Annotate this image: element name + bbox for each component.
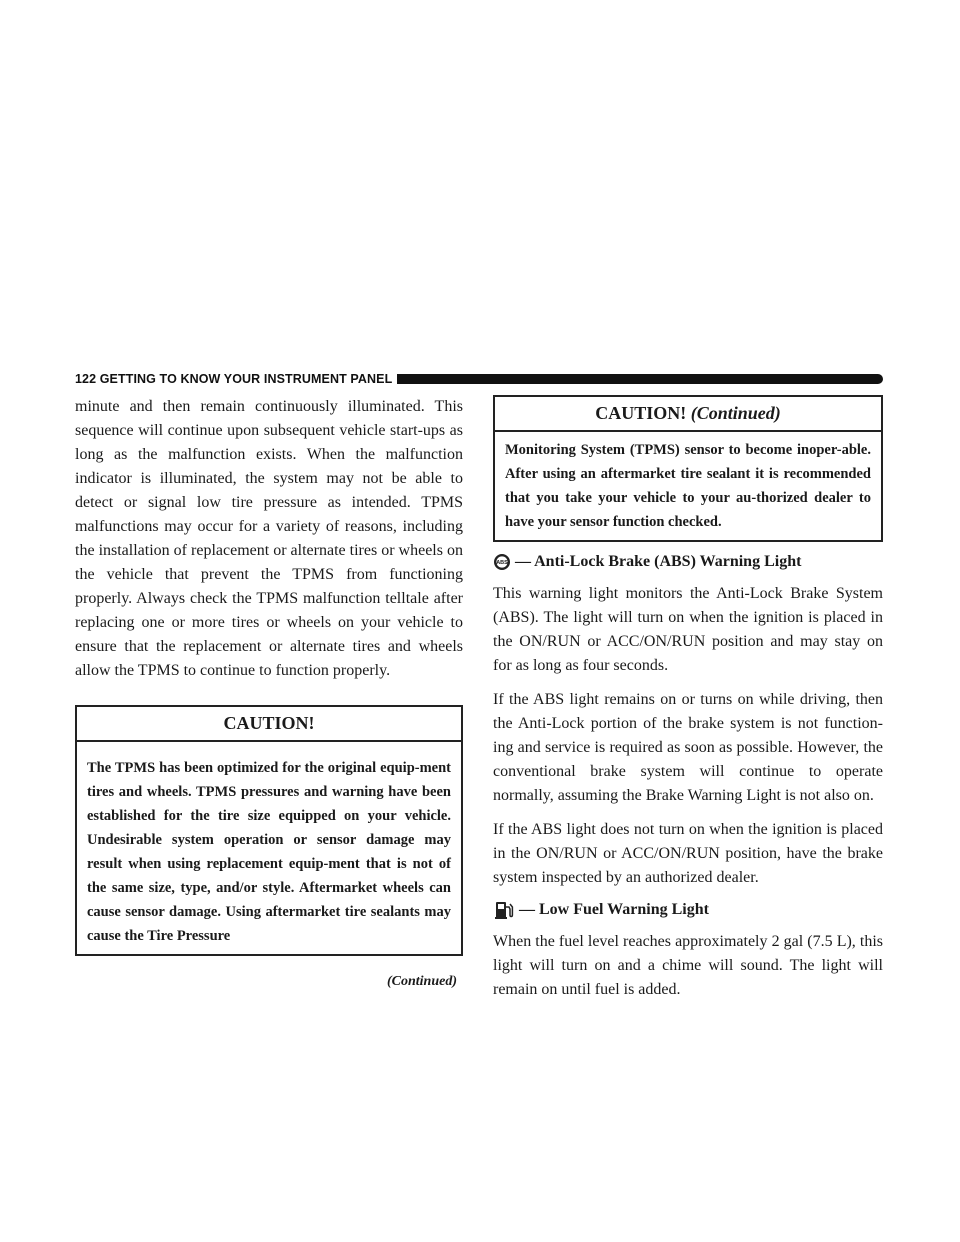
abs-heading-text: — Anti-Lock Brake (ABS) Warning Light xyxy=(515,553,802,570)
abs-heading xyxy=(493,550,883,574)
abs-paragraph-1: This warning light monitors the Anti-Lock Brake System (ABS). The light will turn on when the ignition is placed in the ON/RUN or ACC/ON/RUN position and may stay on for as long as four seconds. xyxy=(493,585,883,674)
header-rule xyxy=(397,374,883,384)
svg-text:ABS: ABS xyxy=(496,560,508,567)
caution-title: CAUTION! xyxy=(77,707,461,742)
caution-continued-box xyxy=(493,395,883,542)
abs-paragraph-2: If the ABS light remains on or turns on while driving, then the Anti-Lock portion of the brake system is not function-ing and service is required as soon as possible. However, the conventional brake system will continue to operate normally, assuming the Brake Warning Light is not also on. xyxy=(493,691,883,804)
fuel-pump-icon xyxy=(493,899,515,921)
low-fuel-heading xyxy=(493,898,883,922)
caution-continued-suffix: (Continued) xyxy=(690,403,781,423)
caution-continued-title xyxy=(495,397,881,432)
page-header-text: 122 GETTING TO KNOW YOUR INSTRUMENT PANEL xyxy=(75,372,393,386)
low-fuel-paragraph: When the fuel level reaches approximately 2 gal (7.5 L), this light will turn on and a chime will sound. The light will remain on until fuel is added. xyxy=(493,933,883,998)
caution-continued-body: Monitoring System (TPMS) sensor to become inoper-able. After using an aftermarket tire sealant it is recommended that you take your vehicle to your au-thorized dealer to have your sensor function checked. xyxy=(505,442,871,530)
caution-body: The TPMS has been optimized for the original equip-ment tires and wheels. TPMS pressures and warning have been established for the tire size equipped on your vehicle. Undesirable system operation or sensor damage may result when using replacement equip-ment that is not of the same size, type, and/or style. Aftermarket wheels can cause sensor damage. Using aftermarket tire sealants may cause the Tire Pressure xyxy=(87,760,451,944)
low-fuel-heading-text: — Low Fuel Warning Light xyxy=(519,901,709,918)
page-header xyxy=(75,371,883,387)
caution-box xyxy=(75,705,463,956)
continued-note: (Continued) xyxy=(386,974,457,989)
tpms-paragraph: minute and then remain continuously illuminated. This sequence will continue upon subsequent vehicle start-ups as long as the malfunction exists. When the malfunction indicator is illuminated, the system may not be able to detect or signal low tire pressure as intended. TPMS malfunctions may occur for a variety of reasons, including the installation of replacement or alternate tires or wheels on the vehicle that prevent the TPMS from functioning properly. Always check the TPMS malfunction telltale after replacing one or more tires or wheels on your vehicle to ensure that the replacement or alternate tires and wheels allow the TPMS to continue to function properly. xyxy=(75,398,463,679)
abs-warning-icon xyxy=(493,553,511,571)
left-column xyxy=(75,395,463,994)
caution-continued-label: CAUTION! xyxy=(595,403,687,423)
abs-paragraph-3: If the ABS light does not turn on when the ignition is placed in the ON/RUN or ACC/ON/RUN position, have the brake system inspected by an authorized dealer. xyxy=(493,821,883,886)
right-column xyxy=(493,395,883,1002)
